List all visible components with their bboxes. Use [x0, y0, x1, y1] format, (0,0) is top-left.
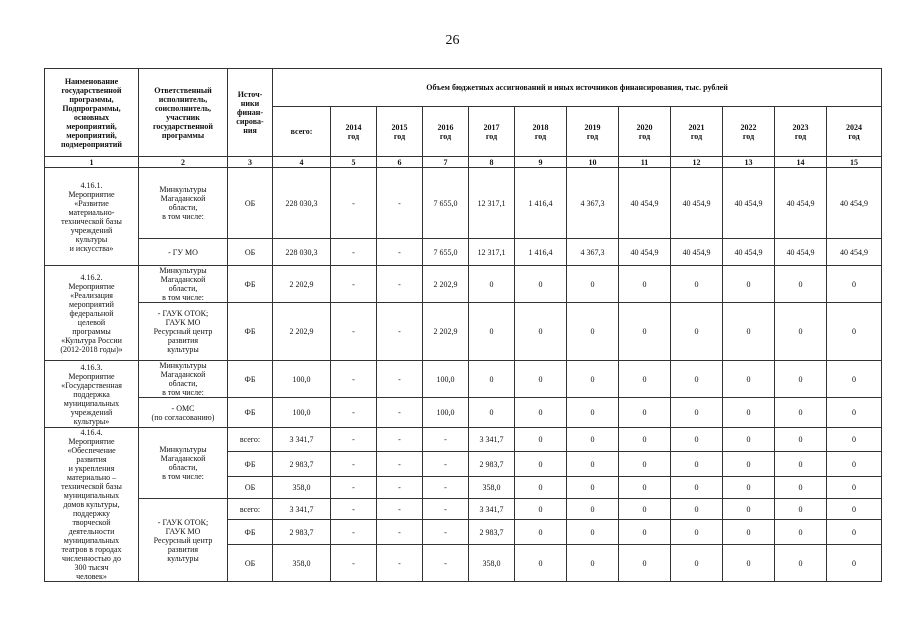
year-value: -: [377, 303, 423, 361]
year-value: 40 454,9: [619, 239, 671, 266]
year-value: 0: [827, 398, 882, 428]
year-value: 0: [775, 545, 827, 582]
column-number: 12: [671, 157, 723, 168]
table-row: [45, 398, 882, 428]
year-value: -: [423, 428, 469, 452]
table-row: [45, 499, 882, 520]
year-value: 0: [567, 452, 619, 477]
header-year: 2020 год: [619, 107, 671, 157]
year-value: 0: [723, 398, 775, 428]
year-value: 0: [515, 499, 567, 520]
year-value: 0: [775, 303, 827, 361]
year-value: -: [423, 520, 469, 545]
year-value: 0: [515, 361, 567, 398]
year-value: 0: [515, 477, 567, 499]
year-value: -: [331, 168, 377, 239]
year-value: -: [377, 361, 423, 398]
year-value: -: [331, 361, 377, 398]
year-value: 0: [671, 428, 723, 452]
year-value: 358,0: [469, 545, 515, 582]
funding-source: ФБ: [228, 266, 273, 303]
year-value: 0: [619, 452, 671, 477]
executor: - ОМС (по согласованию): [139, 398, 228, 428]
year-value: -: [331, 303, 377, 361]
year-value: 40 454,9: [723, 239, 775, 266]
executor: - ГУ МО: [139, 239, 228, 266]
year-value: 0: [619, 398, 671, 428]
year-value: 0: [723, 428, 775, 452]
year-value: 0: [515, 545, 567, 582]
header-source: Источ- ники финан- сирова- ния: [228, 69, 273, 157]
year-value: 7 655,0: [423, 239, 469, 266]
year-value: 40 454,9: [723, 168, 775, 239]
header-funding-group: Объем бюджетных ассигнований и иных источников финансирования, тыс. рублей: [273, 69, 882, 107]
year-value: 0: [775, 477, 827, 499]
column-number: 9: [515, 157, 567, 168]
year-value: 0: [723, 477, 775, 499]
column-number: 1: [45, 157, 139, 168]
year-value: 0: [619, 266, 671, 303]
total-value: 228 030,3: [273, 168, 331, 239]
year-value: -: [377, 520, 423, 545]
year-value: 0: [723, 520, 775, 545]
funding-source: ОБ: [228, 168, 273, 239]
funding-source: ФБ: [228, 361, 273, 398]
year-value: 0: [827, 452, 882, 477]
executor: Минкультуры Магаданской области, в том числе:: [139, 428, 228, 499]
funding-source: всего:: [228, 428, 273, 452]
year-value: -: [377, 477, 423, 499]
column-number: 2: [139, 157, 228, 168]
column-number: 15: [827, 157, 882, 168]
year-value: 4 367,3: [567, 168, 619, 239]
year-value: 0: [723, 303, 775, 361]
table-row: [45, 361, 882, 398]
year-value: -: [423, 499, 469, 520]
year-value: 0: [671, 398, 723, 428]
header-year: 2024 год: [827, 107, 882, 157]
year-value: -: [423, 545, 469, 582]
year-value: 0: [619, 520, 671, 545]
year-value: 0: [515, 520, 567, 545]
header-executor: Ответственный исполнитель, соисполнитель, участник государственной программы: [139, 69, 228, 157]
year-value: 0: [671, 499, 723, 520]
year-value: 0: [827, 520, 882, 545]
year-value: 0: [515, 266, 567, 303]
column-number: 7: [423, 157, 469, 168]
executor: - ГАУК ОТОК; ГАУК МО Ресурсный центр развития культуры: [139, 303, 228, 361]
total-value: 2 983,7: [273, 520, 331, 545]
year-value: -: [331, 499, 377, 520]
measure-name: 4.16.4. Мероприятие «Обеспечение развития и укрепления материально – технической базы муниципальных домов культуры, поддержку творческой деятельности муниципальных театров в городах численностью до 300 тысяч человек»: [45, 428, 139, 582]
year-value: 2 202,9: [423, 303, 469, 361]
year-value: 0: [827, 361, 882, 398]
funding-source: ОБ: [228, 239, 273, 266]
year-value: -: [377, 239, 423, 266]
table-row: [45, 266, 882, 303]
year-value: 4 367,3: [567, 239, 619, 266]
year-value: 0: [775, 398, 827, 428]
year-value: 0: [515, 398, 567, 428]
year-value: -: [331, 398, 377, 428]
year-value: 0: [619, 545, 671, 582]
column-number: 3: [228, 157, 273, 168]
year-value: 0: [469, 266, 515, 303]
table-row: [45, 303, 882, 361]
year-value: 0: [723, 499, 775, 520]
year-value: 0: [827, 499, 882, 520]
year-value: 0: [775, 361, 827, 398]
year-value: -: [377, 428, 423, 452]
year-value: 0: [827, 545, 882, 582]
total-value: 2 202,9: [273, 266, 331, 303]
year-value: 0: [619, 499, 671, 520]
year-value: 100,0: [423, 361, 469, 398]
year-value: 7 655,0: [423, 168, 469, 239]
header-year: 2022 год: [723, 107, 775, 157]
total-value: 228 030,3: [273, 239, 331, 266]
year-value: 0: [671, 266, 723, 303]
year-value: 3 341,7: [469, 499, 515, 520]
total-value: 358,0: [273, 477, 331, 499]
funding-source: ФБ: [228, 520, 273, 545]
measure-name: 4.16.1. Мероприятие «Развитие материально- технической базы учреждений культуры и искусства»: [45, 168, 139, 266]
year-value: 0: [567, 545, 619, 582]
header-year: 2014 год: [331, 107, 377, 157]
funding-source: ФБ: [228, 398, 273, 428]
total-value: 2 202,9: [273, 303, 331, 361]
year-value: 12 317,1: [469, 239, 515, 266]
year-value: 0: [515, 428, 567, 452]
year-value: 0: [827, 428, 882, 452]
header-year: 2018 год: [515, 107, 567, 157]
budget-table: [44, 68, 882, 582]
funding-source: ФБ: [228, 452, 273, 477]
total-value: 2 983,7: [273, 452, 331, 477]
table-row: [45, 168, 882, 239]
year-value: 2 983,7: [469, 452, 515, 477]
year-value: 358,0: [469, 477, 515, 499]
column-number: 4: [273, 157, 331, 168]
executor: Минкультуры Магаданской области, в том числе:: [139, 168, 228, 239]
year-value: 0: [775, 499, 827, 520]
column-number: 14: [775, 157, 827, 168]
year-value: 0: [515, 303, 567, 361]
column-number: 11: [619, 157, 671, 168]
year-value: 1 416,4: [515, 239, 567, 266]
year-value: -: [423, 477, 469, 499]
column-number: 8: [469, 157, 515, 168]
year-value: 0: [671, 520, 723, 545]
measure-name: 4.16.2. Мероприятие «Реализация мероприятий федеральной целевой программы «Культура России (2012-2018 годы)»: [45, 266, 139, 361]
header-name: Наименование государственной программы, Подпрограммы, основных мероприятий, мероприятий, подмероприятий: [45, 69, 139, 157]
header-total: всего:: [273, 107, 331, 157]
year-value: 0: [469, 361, 515, 398]
year-value: 40 454,9: [827, 239, 882, 266]
page-number: 26: [445, 33, 460, 48]
executor: Минкультуры Магаданской области, в том числе:: [139, 266, 228, 303]
year-value: 2 983,7: [469, 520, 515, 545]
year-value: 0: [567, 428, 619, 452]
year-value: 0: [567, 520, 619, 545]
year-value: -: [331, 428, 377, 452]
year-value: 40 454,9: [619, 168, 671, 239]
column-number: 6: [377, 157, 423, 168]
year-value: 0: [567, 303, 619, 361]
year-value: -: [377, 499, 423, 520]
total-value: 100,0: [273, 398, 331, 428]
year-value: 0: [827, 266, 882, 303]
funding-source: ОБ: [228, 545, 273, 582]
table-row: [45, 239, 882, 266]
total-value: 3 341,7: [273, 428, 331, 452]
year-value: 0: [723, 545, 775, 582]
year-value: -: [331, 239, 377, 266]
year-value: -: [331, 452, 377, 477]
year-value: 12 317,1: [469, 168, 515, 239]
year-value: -: [377, 545, 423, 582]
year-value: -: [377, 168, 423, 239]
header-year: 2023 год: [775, 107, 827, 157]
year-value: 0: [671, 545, 723, 582]
funding-source: ФБ: [228, 303, 273, 361]
year-value: 0: [567, 398, 619, 428]
year-value: 0: [567, 266, 619, 303]
year-value: -: [331, 477, 377, 499]
executor: - ГАУК ОТОК; ГАУК МО Ресурсный центр развития культуры: [139, 499, 228, 582]
table-row: [45, 428, 882, 452]
year-value: 0: [671, 477, 723, 499]
year-value: 0: [723, 452, 775, 477]
executor: Минкультуры Магаданской области, в том числе:: [139, 361, 228, 398]
year-value: 1 416,4: [515, 168, 567, 239]
year-value: 0: [619, 428, 671, 452]
year-value: -: [377, 452, 423, 477]
year-value: 0: [671, 303, 723, 361]
year-value: 0: [775, 428, 827, 452]
year-value: 0: [515, 452, 567, 477]
header-year: 2017 год: [469, 107, 515, 157]
header-year: 2021 год: [671, 107, 723, 157]
year-value: 0: [775, 452, 827, 477]
year-value: 2 202,9: [423, 266, 469, 303]
year-value: 0: [723, 361, 775, 398]
year-value: 0: [827, 477, 882, 499]
year-value: 0: [567, 499, 619, 520]
year-value: -: [331, 266, 377, 303]
year-value: 0: [619, 303, 671, 361]
year-value: -: [331, 545, 377, 582]
total-value: 358,0: [273, 545, 331, 582]
total-value: 3 341,7: [273, 499, 331, 520]
header-year: 2016 год: [423, 107, 469, 157]
year-value: 40 454,9: [775, 239, 827, 266]
year-value: 0: [775, 266, 827, 303]
year-value: -: [377, 398, 423, 428]
funding-source: ОБ: [228, 477, 273, 499]
year-value: -: [377, 266, 423, 303]
year-value: 0: [723, 266, 775, 303]
year-value: 40 454,9: [671, 168, 723, 239]
year-value: 0: [671, 361, 723, 398]
year-value: 0: [619, 477, 671, 499]
year-value: 0: [827, 303, 882, 361]
measure-name: 4.16.3. Мероприятие «Государственная поддержка муниципальных учреждений культуры»: [45, 361, 139, 428]
year-value: 0: [469, 303, 515, 361]
year-value: 0: [567, 477, 619, 499]
year-value: -: [331, 520, 377, 545]
year-value: 40 454,9: [671, 239, 723, 266]
year-value: 3 341,7: [469, 428, 515, 452]
year-value: 0: [567, 361, 619, 398]
total-value: 100,0: [273, 361, 331, 398]
column-number: 13: [723, 157, 775, 168]
column-number: 10: [567, 157, 619, 168]
column-number: 5: [331, 157, 377, 168]
year-value: 0: [619, 361, 671, 398]
year-value: 40 454,9: [827, 168, 882, 239]
year-value: 0: [775, 520, 827, 545]
header-year: 2019 год: [567, 107, 619, 157]
funding-source: всего:: [228, 499, 273, 520]
year-value: 0: [469, 398, 515, 428]
year-value: -: [423, 452, 469, 477]
year-value: 0: [671, 452, 723, 477]
year-value: 40 454,9: [775, 168, 827, 239]
year-value: 100,0: [423, 398, 469, 428]
header-year: 2015 год: [377, 107, 423, 157]
